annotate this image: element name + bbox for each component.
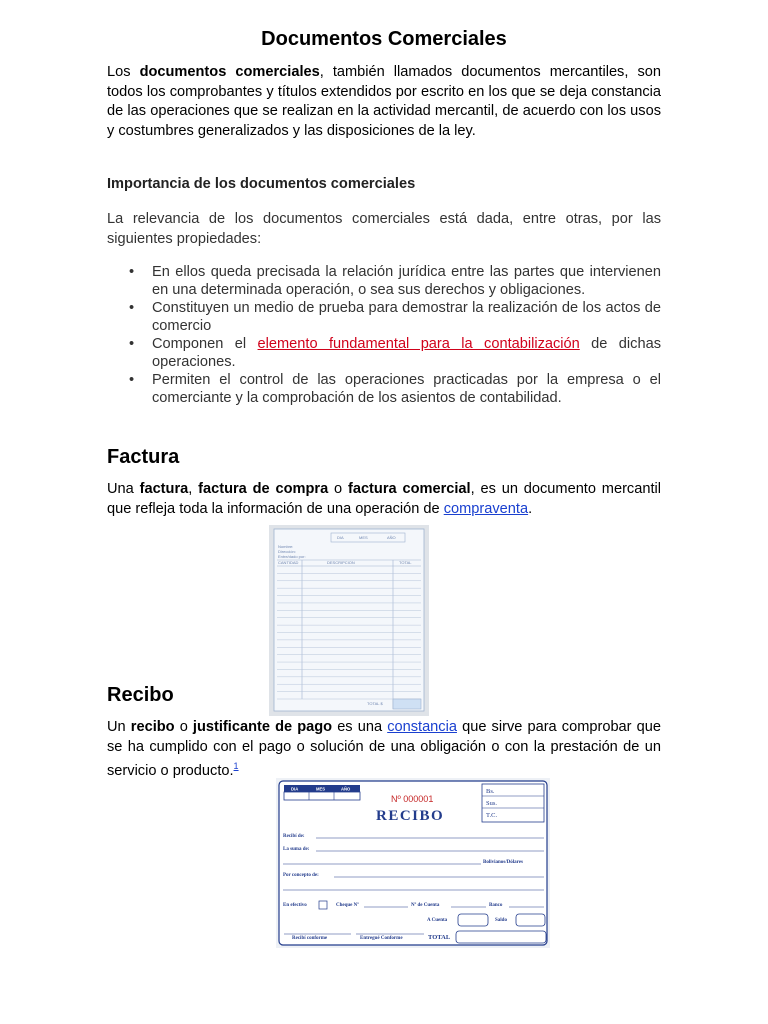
- recibo-label-ano: AÑO: [341, 786, 351, 792]
- list-item: • Constituyen un medio de prueba para demostrar la realización de los actos de comercio: [129, 300, 661, 334]
- list-item: • En ellos queda precisada la relación jurídica entre las partes que intervienen en una determinada operación, o sea sus derechos y obligaciones.: [129, 264, 661, 298]
- recibo-concepto: Por concepto de:: [283, 873, 319, 878]
- recibo-banco: Banco: [489, 903, 503, 908]
- recibo-a-cuenta: A Cuenta: [427, 918, 448, 923]
- factura-image: [269, 525, 429, 716]
- recibo-label-mes: MES: [316, 786, 326, 792]
- factura-label-mes: MES: [359, 535, 368, 540]
- recibo-label-dia: DIA: [291, 786, 299, 792]
- recibo-number: Nº 000001: [391, 794, 434, 804]
- factura-field-entre: Entre/dado por:: [278, 554, 306, 559]
- factura-heading: Factura: [107, 446, 180, 468]
- factura-total-label: TOTAL $: [367, 701, 383, 706]
- compraventa-link[interactable]: compraventa: [443, 500, 529, 517]
- recibo-efectivo: En efectivo: [283, 903, 307, 908]
- bullet-icon: •: [129, 300, 135, 316]
- factura-field-nombre: Nombre:: [278, 544, 294, 549]
- recibo-image: [276, 778, 550, 948]
- bullet-icon: •: [129, 372, 135, 388]
- factura-col-cantidad: CANTIDAD: [278, 560, 299, 565]
- recibo-title: RECIBO: [376, 808, 445, 824]
- importance-subheading: Importancia de los documentos comerciales: [107, 176, 416, 192]
- factura-label-dia: DIA: [337, 535, 344, 540]
- footnote-link[interactable]: 1: [233, 761, 239, 771]
- list-item: • Componen el elemento fundamental para la contabilización de dichas operaciones.: [129, 336, 661, 370]
- contabilizacion-link[interactable]: elemento fundamental para la contabilización: [257, 336, 580, 352]
- recibo-recibi-conforme: Recibí conforme: [292, 936, 328, 941]
- constancia-link[interactable]: constancia: [387, 719, 457, 735]
- page-title: Documentos Comerciales: [261, 28, 507, 50]
- recibo-entregue: Entregué Conforme: [360, 936, 403, 941]
- properties-list: [107, 264, 661, 408]
- recibo-heading: Recibo: [107, 684, 174, 706]
- factura-paragraph: Una factura, factura de compra o factura comercial, es un documento mercantil que refleja toda la información de una operación de compraventa.: [107, 481, 661, 517]
- bullet-icon: •: [129, 336, 135, 352]
- recibo-currency-tc: T.C.: [486, 812, 498, 819]
- bullet-icon: •: [129, 264, 135, 280]
- recibo-saldo: Saldo: [495, 918, 507, 923]
- intro-paragraph: Los documentos comerciales, también llamados documentos mercantiles, son todos los comprobantes y títulos extendidos por escrito en los que se deja constancia de las operaciones que se realizan en la actividad mercantil, de acuerdo con los usos y costumbres generalizados y las disposiciones de la ley.: [107, 64, 661, 139]
- factura-field-direccion: Dirección:: [278, 549, 296, 554]
- recibo-bolivianos: Bolivianos/Dólares: [483, 860, 523, 865]
- factura-col-total: TOTAL: [399, 560, 412, 565]
- recibo-cuenta: Nº de Cuenta: [411, 903, 440, 908]
- recibo-cheque: Cheque Nº: [336, 903, 359, 908]
- recibo-currency-bs: Bs.: [486, 788, 495, 795]
- relevance-paragraph: La relevancia de los documentos comerciales está dada, entre otras, por las siguientes propiedades:: [107, 211, 661, 247]
- recibo-suma: La suma de:: [283, 847, 310, 852]
- recibo-recibi-de: Recibí de:: [283, 834, 305, 839]
- recibo-currency-sus: Sus.: [486, 800, 498, 807]
- recibo-paragraph: Un recibo o justificante de pago es una constancia que sirve para comprobar que se ha cumplido con el pago o solución de una obligación o con la prestación de un servicio o producto.$^1$: [107, 719, 661, 779]
- list-item: • Permiten el control de las operaciones practicadas por la empresa o el comerciante y la comprobación de los asientos de contabilidad.: [129, 372, 661, 406]
- factura-label-ano: AÑO: [387, 535, 396, 540]
- intro-bold-term: documentos comerciales: [139, 64, 320, 80]
- recibo-total: TOTAL: [428, 934, 451, 941]
- factura-col-descripcion: DESCRIPCION: [327, 560, 355, 565]
